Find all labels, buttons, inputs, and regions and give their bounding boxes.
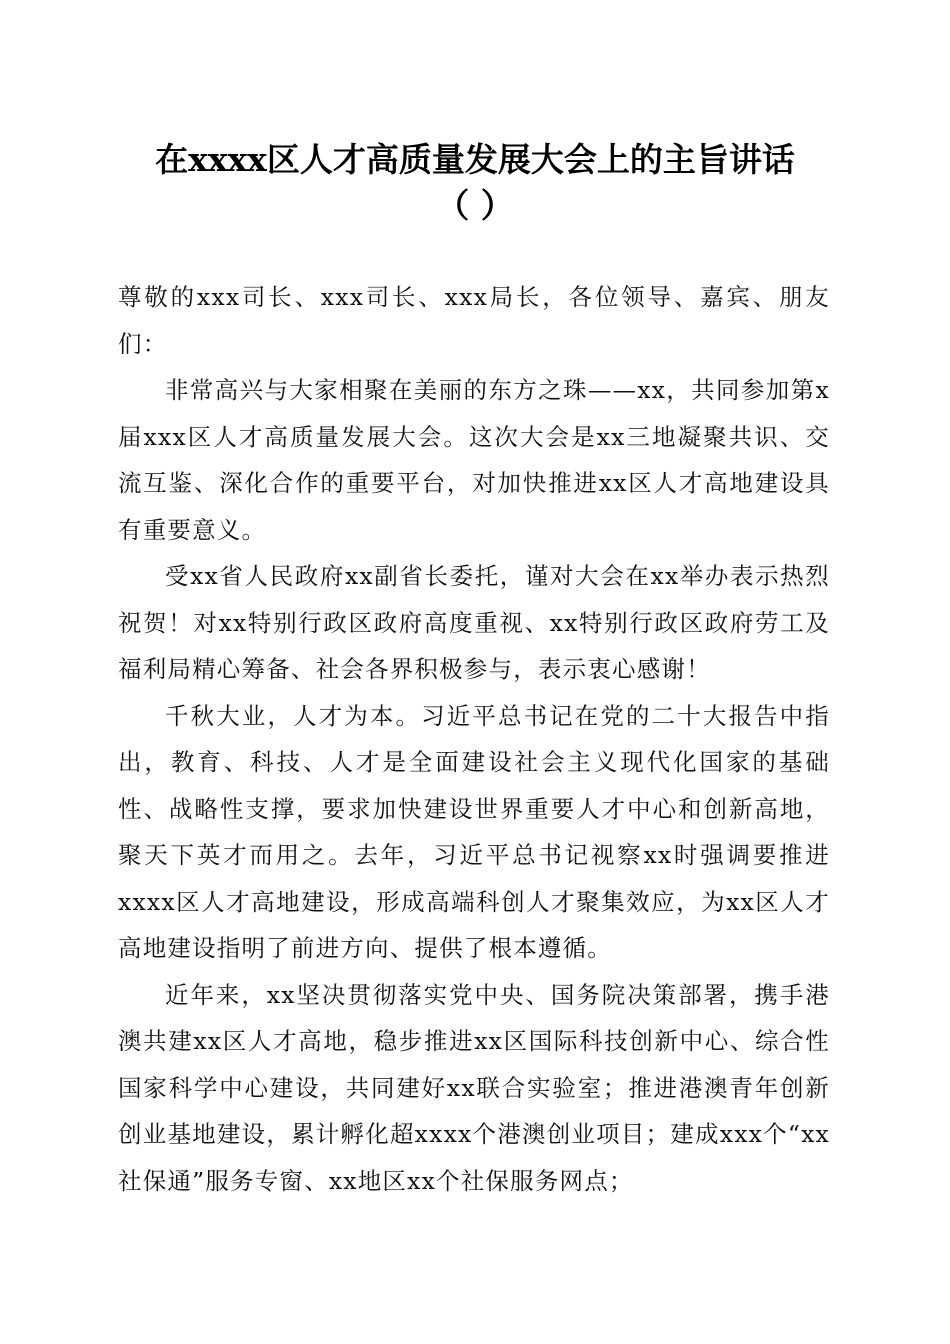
paragraph: 千秋大业，人才为本。习近平总书记在党的二十大报告中指出，教育、科技、人才是全面建设社会主义现代化国家的基础性、战略性支撑，要求加快建设世界重要人才中心和创新高地，聚天下英才而用之。去年，习近平总书记视察xx时强调要推进xxxx区人才高地建设，形成高端科创人才聚集效应，为xx区人才高地建设指明了前进方向、提供了根本遵循。 bbox=[118, 701, 830, 962]
salutation: 尊敬的xxx司长、xxx司长、xxx局长，各位领导、嘉宾、朋友们： bbox=[118, 283, 830, 358]
paragraph: 受xx省人民政府xx副省长委托，谨对大会在xx举办表示热烈祝贺！对xx特别行政区政府高度重视、xx特别行政区政府劳工及福利局精心筹备、社会各界积极参与，表示衷心感谢！ bbox=[118, 562, 830, 683]
document-title: 在xxxx区人才高质量发展大会上的主旨讲话 bbox=[155, 140, 795, 179]
document-body bbox=[118, 274, 830, 1204]
paragraph: 非常高兴与大家相聚在美丽的东方之珠——xx，共同参加第x届xxx区人才高质量发展大会。这次大会是xx三地凝聚共识、交流互鉴、深化合作的重要平台，对加快推进xx区人才高地建设具有重要意义。 bbox=[118, 376, 830, 544]
paragraph: 近年来，xx坚决贯彻落实党中央、国务院决策部署，携手港澳共建xx区人才高地，稳步推进xx区国际科技创新中心、综合性国家科学中心建设，共同建好xx联合实验室；推进港澳青年创新创业基地建设，累计孵化超xxxx个港澳创业项目；建成xxx个“xx社保通”服务专窗、xx地区xx个社保服务网点； bbox=[118, 980, 830, 1195]
document-title-parenthesis: （ ） bbox=[436, 186, 514, 225]
